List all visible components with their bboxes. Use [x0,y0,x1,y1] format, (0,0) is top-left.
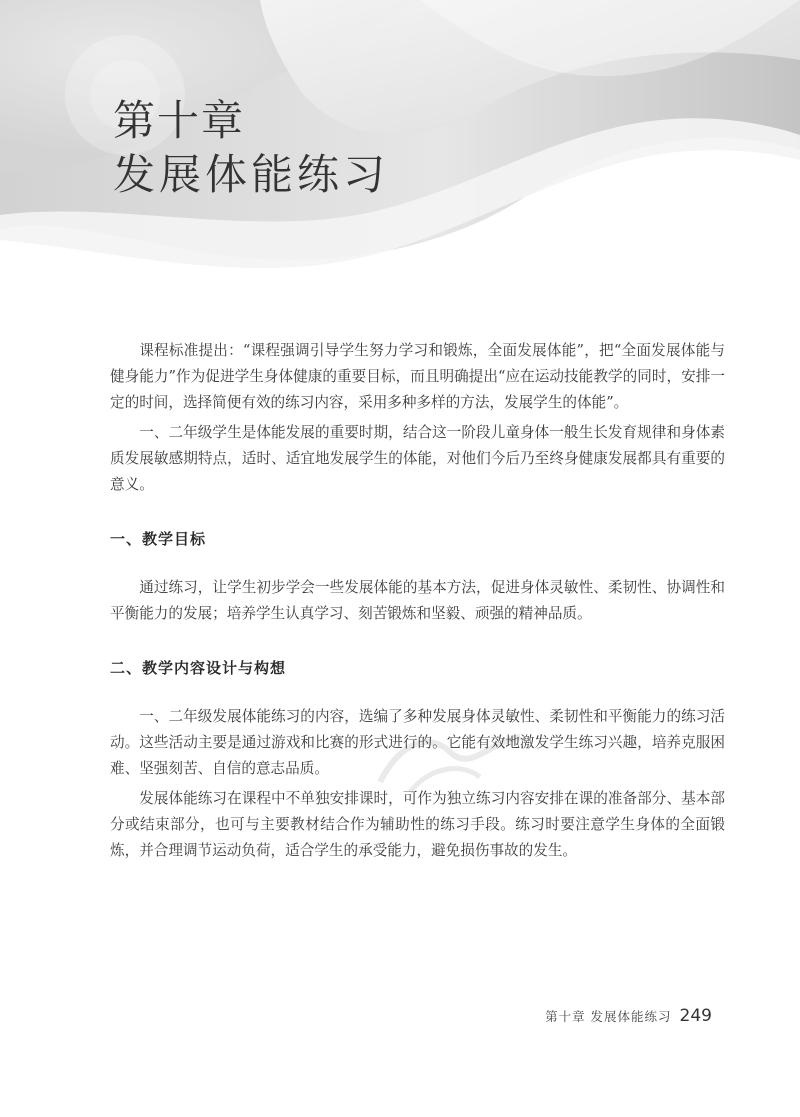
section-1-paragraph: 通过练习，让学生初步学会一些发展体能的基本方法，促进身体灵敏性、柔韧性、协调性和平衡能力的发展；培养学生认真学习、刻苦锻炼和坚毅、顽强的精神品质。 [110,579,725,622]
section-2-paragraph-1: 一、二年级发展体能练习的内容，选编了多种发展身体灵敏性、柔韧性和平衡能力的练习活动。这些活动主要是通过游戏和比赛的形式进行的。它能有效地激发学生练习兴趣，培养克服困难、坚强刻苦、自信的意志品质。 [110,708,725,777]
page-number: 249 [679,1006,712,1026]
page-footer [545,1006,712,1026]
section-2-paragraph-2: 发展体能练习在课程中不单独安排课时，可作为独立练习内容安排在课的准备部分、基本部分或结束部分，也可与主要教材结合作为辅助性的练习手段。练习时要注意学生身体的全面锻炼，并合理调节运动负荷，适合学生的承受能力，避免损伤事故的发生。 [110,790,725,859]
chapter-name: 发展体能练习 [113,150,390,199]
intro-paragraph-1: 课程标准提出：“课程强调引导学生努力学习和锻炼，全面发展体能”，把“全面发展体能与健身能力”作为促进学生身体健康的重要目标，而且明确提出“应在运动技能教学的同时，安排一定的时间，选择简便有效的练习内容，采用多种多样的方法，发展学生的体能”。 [110,342,725,411]
watermark-decoration [370,722,530,802]
intro-paragraph-2: 一、二年级学生是体能发展的重要时期，结合这一阶段儿童身体一般生长发育规律和身体素质发展敏感期特点，适时、适宜地发展学生的体能，对他们今后乃至终身健康发展都具有重要的意义。 [110,424,725,493]
chapter-number: 第十章 [113,96,246,145]
chapter-title [113,96,390,199]
footer-chapter-label: 第十章 发展体能练习 [545,1009,672,1024]
section-heading-content-design: 二、教学内容设计与构想 [110,659,287,677]
section-heading-teaching-goals: 一、教学目标 [110,530,207,548]
